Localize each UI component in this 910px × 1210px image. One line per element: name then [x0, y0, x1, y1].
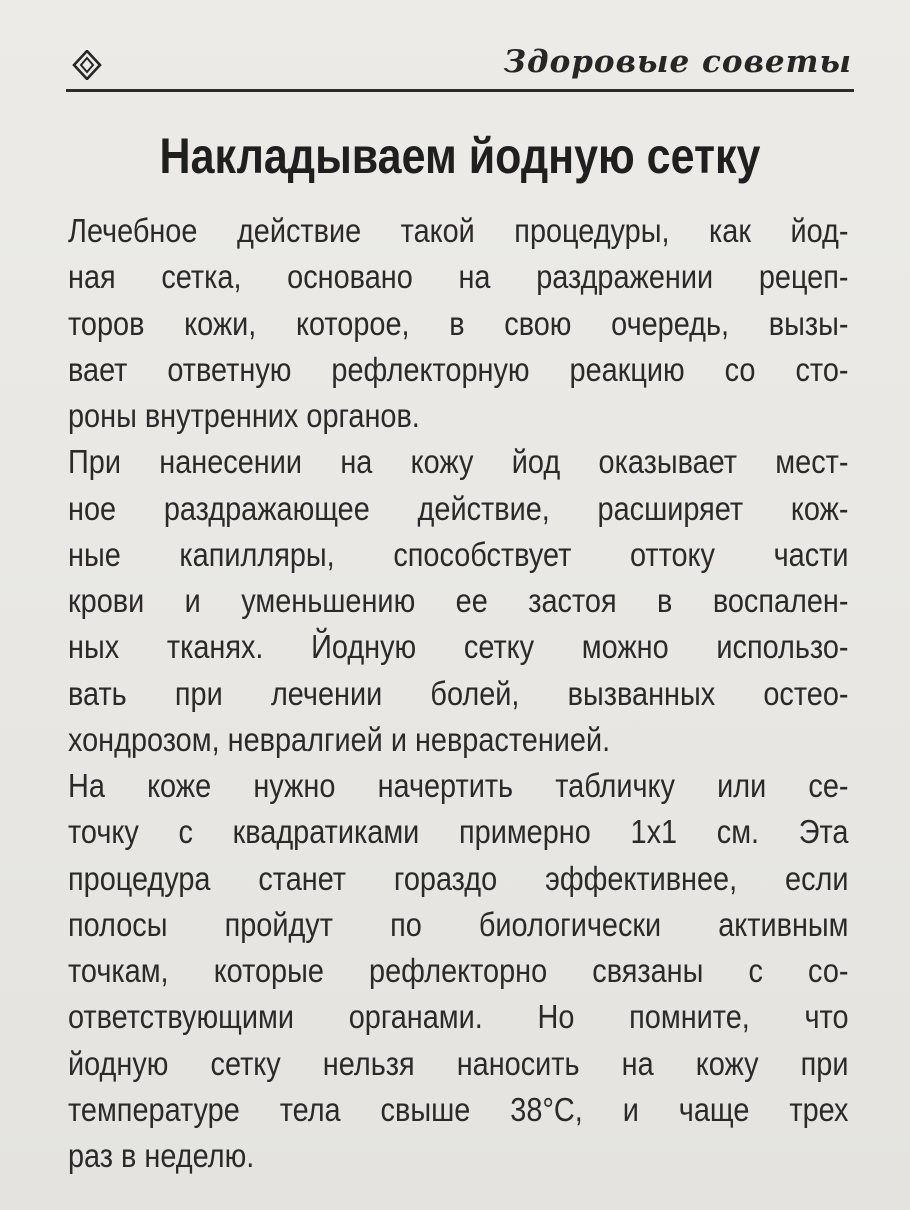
text-line: ное раздражающее действие, расширяет кож-	[68, 489, 849, 527]
text-line: Лечебное действие такой процедуры, как йод-	[68, 212, 849, 249]
diamond-icon	[72, 50, 102, 80]
text-line: ных тканях. Йодную сетку можно использо-	[68, 628, 849, 666]
page-header	[66, 38, 854, 94]
text-line: роны внутренних органов.	[68, 397, 420, 434]
text-line: При нанесении на кожу йод оказывает мест-	[68, 443, 849, 481]
text-line: крови и уменьшению ее застоя в воспален-	[68, 582, 849, 619]
text-line: процедура станет гораздо эффективнее, если	[68, 859, 849, 897]
text-line: температуре тела свыше 38°С, и чаще трех	[68, 1090, 849, 1128]
text-line: ответствующими органами. Но помните, что	[68, 998, 849, 1036]
text-line: ная сетка, основано на раздражении рецеп-	[68, 258, 849, 296]
paragraph	[68, 208, 849, 439]
text-line: На коже нужно начертить табличку или се-	[68, 767, 849, 804]
paragraph	[68, 439, 849, 763]
text-line: раз в неделю.	[68, 1137, 255, 1174]
text-line: точкам, которые рефлекторно связаны с со-	[68, 952, 849, 989]
text-line: точку с квадратиками примерно 1х1 см. Эта	[68, 813, 849, 851]
text-line: полосы пройдут по биологически активным	[68, 905, 849, 943]
text-line: вает ответную рефлекторную реакцию со сто-	[68, 350, 849, 388]
article-body	[68, 208, 849, 1179]
text-line: торов кожи, которое, в свою очередь, вызы-	[68, 304, 849, 342]
section-title: Здоровые советы	[503, 44, 852, 80]
article-title: Накладываем йодную сетку	[159, 128, 761, 184]
text-line: ные капилляры, способствует оттоку части	[68, 535, 849, 573]
text-line: йодную сетку нельзя наносить на кожу при	[68, 1044, 849, 1082]
paragraph	[68, 763, 849, 1179]
text-line: вать при лечении болей, вызванных остео-	[68, 674, 849, 712]
header-divider	[66, 89, 854, 92]
text-line: хондрозом, невралгией и неврастенией.	[68, 720, 611, 758]
